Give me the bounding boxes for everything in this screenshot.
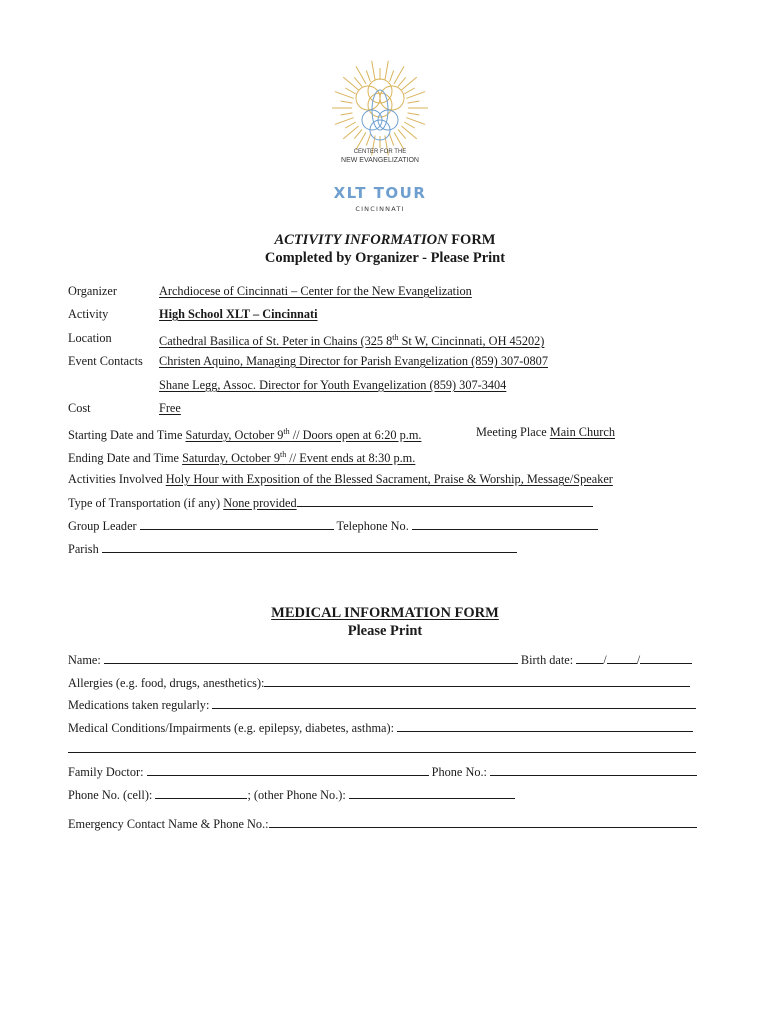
group-leader-label: Group Leader — [68, 519, 140, 533]
allergies-field[interactable] — [264, 675, 690, 687]
transportation-row — [68, 495, 593, 510]
ending-date-label: Ending Date and Time — [68, 451, 183, 466]
parish-row — [68, 541, 517, 556]
event-contact-1: Christen Aquino, Managing Director for Parish Evangelization (859) 307-0807 — [159, 354, 548, 368]
meeting-place-value: Main Church — [549, 425, 615, 439]
ending-date-sup: th — [279, 450, 287, 459]
birth-day-field[interactable] — [607, 652, 637, 664]
activity-form-subtitle: Completed by Organizer - Please Print — [264, 250, 506, 266]
activity-label: Activity — [68, 307, 109, 321]
sun-ray — [345, 122, 355, 128]
xlt-tour-logo — [310, 58, 450, 218]
other-phone-field[interactable] — [349, 787, 515, 799]
sun-ray — [408, 101, 420, 103]
logo-line2: NEW EVANGELIZATION — [341, 157, 419, 164]
activity-title-rest: FORM — [447, 232, 496, 248]
family-doctor-field[interactable] — [147, 764, 429, 776]
starting-date-row — [68, 425, 421, 442]
organizer-label: Organizer — [68, 284, 117, 298]
telephone-field[interactable] — [412, 518, 598, 530]
medical-title-text: MEDICAL INFORMATION FORM — [271, 605, 499, 621]
ending-date-value-a: Saturday, October 9 — [182, 451, 280, 466]
other-phone-label: ; (other Phone No.): — [247, 788, 349, 802]
sunburst-rays-icon — [332, 61, 428, 156]
sun-ray — [366, 134, 370, 145]
meeting-place-label: Meeting Place — [476, 425, 550, 439]
sun-ray — [398, 129, 406, 138]
activities-involved-row — [68, 472, 613, 486]
name-field[interactable] — [104, 652, 518, 664]
activities-involved-label: Activities Involved — [68, 472, 166, 486]
ending-date-value — [182, 451, 415, 465]
sun-ray — [404, 122, 414, 128]
conditions-field[interactable] — [397, 720, 693, 732]
starting-date-sup: th — [283, 427, 290, 436]
allergies-label: Allergies (e.g. food, drugs, anesthetics): — [68, 676, 265, 690]
ending-date-row — [68, 448, 415, 465]
parish-field[interactable] — [102, 541, 517, 553]
ending-date-value-b: // Event ends at 8:30 p.m. — [286, 451, 416, 466]
cell-phone-field[interactable] — [155, 787, 247, 799]
name-row — [68, 652, 692, 667]
emergency-contact-label: Emergency Contact Name & Phone No.: — [68, 817, 269, 831]
sun-ray — [385, 61, 388, 81]
birth-month-field[interactable] — [576, 652, 603, 664]
conditions-continuation-row — [68, 741, 696, 756]
event-contact-2: Shane Legg, Assoc. Director for Youth Evangelization (859) 307-3404 — [159, 378, 507, 392]
sun-ray — [408, 113, 420, 115]
sun-ray — [372, 61, 375, 81]
activity-title-italic: ACTIVITY INFORMATION — [274, 232, 448, 248]
conditions-continuation-field[interactable] — [68, 741, 696, 753]
sun-ray — [366, 70, 370, 81]
interlocking-circles-icon — [356, 79, 404, 140]
doctor-phone-label: Phone No.: — [428, 765, 491, 779]
transportation-value: None provided — [223, 496, 297, 510]
family-doctor-row — [68, 764, 697, 779]
logo-city: CINCINNATI — [355, 205, 405, 213]
group-leader-field[interactable] — [140, 518, 334, 530]
starting-date-label: Starting Date and Time — [68, 428, 186, 443]
sun-ray — [345, 88, 355, 94]
cost-label: Cost — [68, 401, 91, 415]
activity-form-title — [0, 232, 770, 249]
location-label: Location — [68, 331, 112, 345]
medications-field[interactable] — [212, 697, 696, 709]
parish-label: Parish — [68, 542, 102, 556]
logo-tour: XLT TOUR — [333, 184, 427, 202]
family-doctor-label: Family Doctor: — [68, 765, 147, 779]
sun-ray — [335, 118, 354, 125]
sun-ray — [390, 134, 394, 145]
location-value-sup: th — [392, 333, 399, 342]
activities-involved-value: Holy Hour with Exposition of the Blessed Sacrament, Praise & Worship, Message/Speaker — [165, 472, 613, 486]
starting-date-value-b: // Doors open at 6:20 p.m. — [289, 428, 422, 443]
starting-date-value — [186, 428, 422, 442]
emergency-contact-field[interactable] — [269, 816, 697, 828]
organizer-value: Archdiocese of Cincinnati – Center for the New Evangelization — [159, 284, 472, 298]
location-value — [159, 331, 544, 348]
location-value-a: Cathedral Basilica of St. Peter in Chains (325 8 — [159, 334, 393, 349]
emergency-contact-row — [68, 816, 697, 831]
medical-form-title — [0, 605, 770, 622]
name-label: Name: — [68, 653, 104, 667]
transportation-field[interactable] — [297, 495, 593, 507]
doctor-phone-field[interactable] — [490, 764, 697, 776]
sun-ray — [335, 92, 354, 99]
location-value-b: St W, Cincinnati, OH 45202) — [398, 334, 545, 349]
birth-slash-2: / — [636, 653, 641, 667]
activity-value: High School XLT – Cincinnati — [159, 307, 318, 321]
logo-line1: CENTER FOR THE — [353, 149, 407, 155]
sun-ray — [406, 118, 425, 125]
telephone-label: Telephone No. — [333, 519, 412, 533]
sun-ray — [341, 101, 353, 103]
sun-ray — [354, 77, 362, 86]
event-contacts-label: Event Contacts — [68, 354, 143, 368]
sun-ray — [354, 129, 362, 138]
sun-ray — [404, 88, 414, 94]
birth-date-label: Birth date: — [517, 653, 577, 667]
birth-slash-1: / — [603, 653, 607, 667]
birth-year-field[interactable] — [640, 652, 692, 664]
medical-form-subtitle: Please Print — [347, 623, 423, 639]
conditions-label: Medical Conditions/Impairments (e.g. epilepsy, diabetes, asthma): — [68, 721, 398, 735]
allergies-row — [68, 675, 690, 690]
meeting-place-row — [476, 425, 615, 439]
medications-label: Medications taken regularly: — [68, 698, 213, 712]
starting-date-value-a: Saturday, October 9 — [185, 428, 284, 443]
conditions-row — [68, 720, 693, 735]
sun-ray — [341, 113, 353, 115]
sun-ray — [406, 92, 425, 99]
transportation-label: Type of Transportation (if any) — [68, 496, 224, 510]
cell-phone-label: Phone No. (cell): — [68, 788, 156, 802]
cell-phone-row — [68, 787, 515, 802]
medications-row — [68, 697, 696, 712]
sun-ray — [398, 77, 406, 86]
sun-ray — [390, 70, 394, 81]
cost-value: Free — [159, 401, 181, 415]
group-leader-row — [68, 518, 598, 533]
